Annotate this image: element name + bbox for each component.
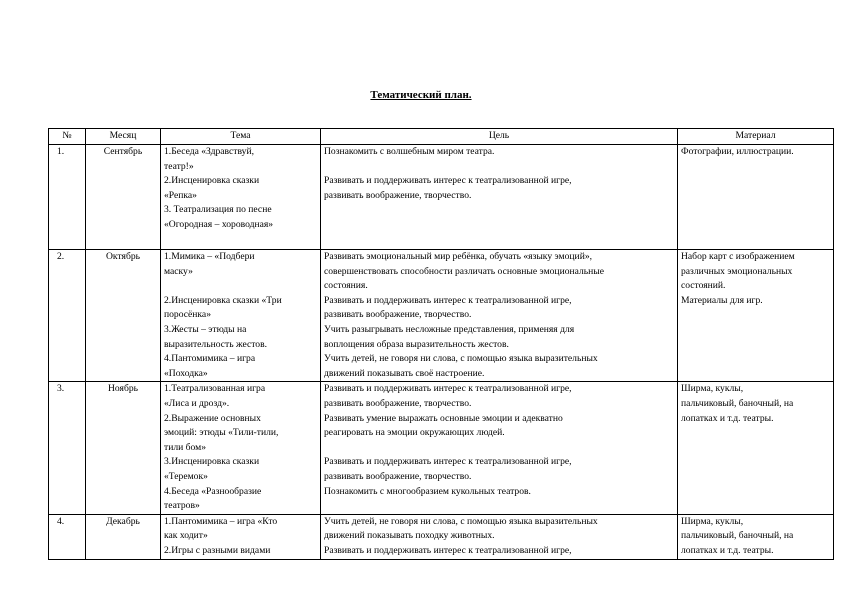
- goal-line: воплощения образа выразительность жестов.: [324, 338, 509, 350]
- theme-line: 2.Выражение основных: [164, 412, 261, 424]
- row-goal: [321, 382, 678, 514]
- theme-line: тили бом»: [164, 441, 207, 453]
- theme-line: 1.Театрализованная игра: [164, 383, 266, 395]
- row-goal: [321, 514, 678, 559]
- goal-line: Познакомить с многообразием кукольных театров.: [324, 485, 531, 497]
- row-material: [678, 382, 834, 514]
- goal-line: Развивать и поддерживать интерес к театрализованной игре,: [324, 383, 572, 395]
- row-material: [678, 145, 834, 250]
- goal-line: Учить детей, не говоря ни слова, с помощью языка выразительных: [324, 515, 598, 527]
- table-row: [49, 514, 834, 559]
- theme-line: театров»: [164, 500, 200, 512]
- row-material: [678, 514, 834, 559]
- goal-line: Развивать умение выражать основные эмоции и адекватно: [324, 412, 563, 424]
- document-title: Тематический план.: [370, 89, 472, 101]
- row-goal: [321, 250, 678, 382]
- goal-line: движений показывать походку животных.: [324, 530, 495, 542]
- theme-line: «Походка»: [164, 367, 208, 379]
- row-month: Сентябрь: [86, 145, 161, 250]
- goal-line: Развивать и поддерживать интерес к театрализованной игре,: [324, 175, 572, 187]
- header-month: Месяц: [86, 129, 161, 145]
- goal-line: Развивать и поддерживать интерес к театрализованной игре,: [324, 294, 572, 306]
- goal-line: состояния.: [324, 280, 368, 292]
- theme-line: [164, 233, 317, 248]
- header-goal: Цель: [321, 129, 678, 145]
- theme-line: 1.Пантомимика – игра «Кто: [164, 515, 278, 527]
- goal-line: [324, 160, 674, 175]
- material-line: Ширма, куклы,: [681, 383, 744, 395]
- theme-line: «Лиса и дрозд».: [164, 397, 230, 409]
- row-material: [678, 250, 834, 382]
- goal-line: Развивать эмоциональный мир ребёнка, обучать «языку эмоций»,: [324, 251, 593, 262]
- goal-line: реагировать на эмоции окружающих людей.: [324, 427, 505, 439]
- table-row: [49, 145, 834, 250]
- thematic-plan-table: [48, 128, 834, 560]
- theme-line: поросёнка»: [164, 309, 211, 321]
- theme-line: как ходит»: [164, 530, 208, 542]
- row-number: 2.: [49, 250, 86, 382]
- theme-line: «Теремок»: [164, 470, 208, 482]
- theme-line: 1.Мимика – «Подбери: [164, 251, 255, 262]
- theme-line: 1.Беседа «Здравствуй,: [164, 146, 255, 157]
- material-line: лопатках и т.д. театры.: [681, 412, 774, 424]
- row-month: Октябрь: [86, 250, 161, 382]
- goal-line: Познакомить с волшебным миром театра.: [324, 146, 495, 157]
- table-row: [49, 382, 834, 514]
- header-material: Материал: [678, 129, 834, 145]
- row-theme: [161, 382, 321, 514]
- goal-line: развивать воображение, творчество.: [324, 397, 472, 409]
- theme-line: 4.Беседа «Разнообразие: [164, 485, 262, 497]
- theme-line: театр!»: [164, 160, 194, 172]
- table-header-row: [49, 129, 834, 145]
- goal-line: совершенствовать способности различать основные эмоциональные: [324, 265, 604, 277]
- material-line: состояний.: [681, 280, 726, 292]
- header-number: №: [49, 129, 86, 145]
- row-month: Ноябрь: [86, 382, 161, 514]
- material-line: лопатках и т.д. театры.: [681, 544, 774, 556]
- theme-line: эмоций: этюды «Тили-тили,: [164, 427, 279, 439]
- theme-line: 3.Инсценировка сказки: [164, 456, 260, 468]
- goal-line: [324, 441, 674, 456]
- material-line: различных эмоциональных: [681, 265, 793, 277]
- goal-line: Учить разыгрывать несложные представления, применяя для: [324, 323, 575, 335]
- theme-line: [164, 279, 317, 294]
- theme-line: 2.Инсценировка сказки: [164, 175, 260, 187]
- row-month: Декабрь: [86, 514, 161, 559]
- row-number: 1.: [49, 145, 86, 250]
- material-line: Набор карт с изображением: [681, 251, 795, 262]
- header-theme: Тема: [161, 129, 321, 145]
- goal-line: развивать воображение, творчество.: [324, 309, 472, 321]
- material-line: пальчиковый, баночный, на: [681, 397, 794, 409]
- table-body: [49, 145, 834, 560]
- material-line: Ширма, куклы,: [681, 515, 744, 527]
- row-number: 3.: [49, 382, 86, 514]
- theme-line: 3. Театрализация по песне: [164, 204, 272, 216]
- goal-line: движений показывать своё настроение.: [324, 367, 485, 379]
- theme-line: «Репка»: [164, 189, 197, 201]
- goal-line: развивать воображение, творчество.: [324, 470, 472, 482]
- row-theme: [161, 145, 321, 250]
- theme-line: 3.Жесты – этюды на: [164, 323, 247, 335]
- goal-line: Развивать и поддерживать интерес к театрализованной игре,: [324, 544, 572, 556]
- theme-line: выразительность жестов.: [164, 338, 268, 350]
- row-number: 4.: [49, 514, 86, 559]
- goal-line: развивать воображение, творчество.: [324, 189, 472, 201]
- theme-line: 4.Пантомимика – игра: [164, 353, 256, 365]
- goal-line: Учить детей, не говоря ни слова, с помощью языка выразительных: [324, 353, 598, 365]
- theme-line: маску»: [164, 265, 193, 277]
- material-line: Материалы для игр.: [681, 294, 763, 306]
- row-theme: [161, 514, 321, 559]
- theme-line: 2.Инсценировка сказки «Три: [164, 294, 282, 306]
- goal-line: Развивать и поддерживать интерес к театрализованной игре,: [324, 456, 572, 468]
- material-line: Фотографии, иллюстрации.: [681, 146, 794, 157]
- row-goal: [321, 145, 678, 250]
- table-row: [49, 250, 834, 382]
- row-theme: [161, 250, 321, 382]
- theme-line: «Огородная – хороводная»: [164, 218, 274, 230]
- theme-line: 2.Игры с разными видами: [164, 544, 271, 556]
- material-line: пальчиковый, баночный, на: [681, 530, 794, 542]
